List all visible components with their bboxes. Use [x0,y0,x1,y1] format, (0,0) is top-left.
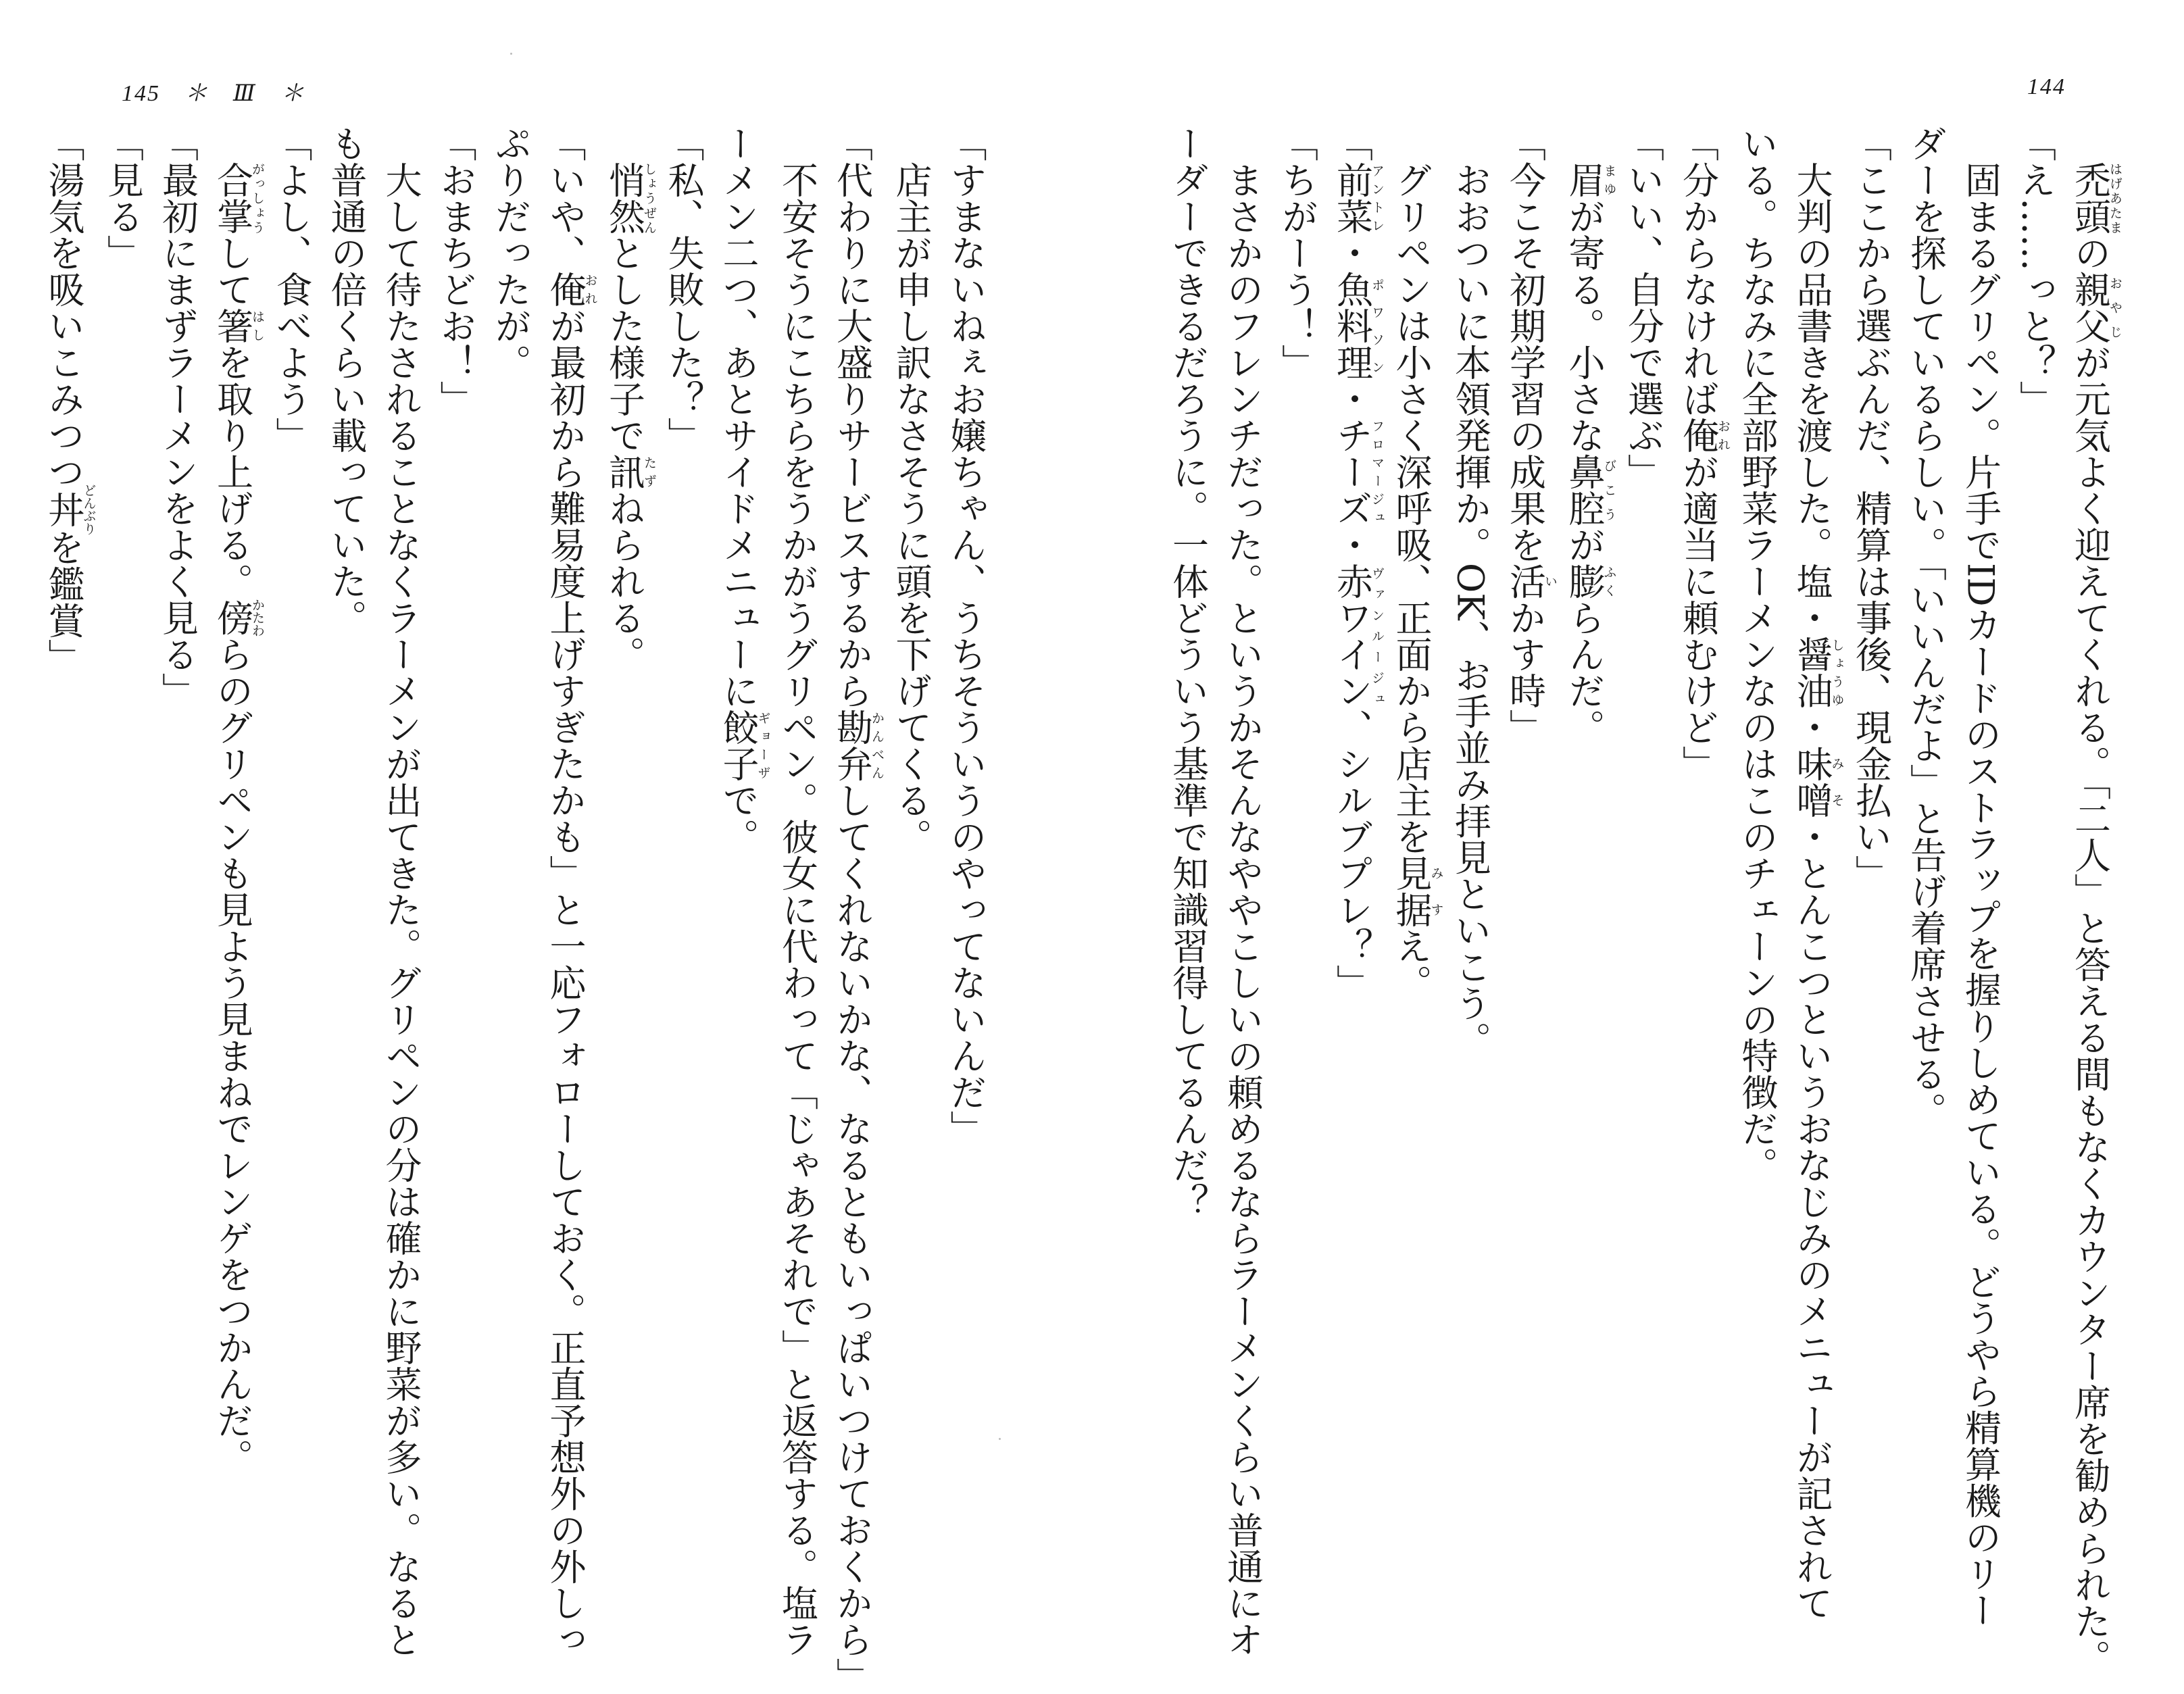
furigana-word [1563,563,1617,599]
text-run: 大して待たされることなくラーメンが出てきた。グリペンの分は確かに野菜が多い。なると [380,125,422,1658]
text-line [1325,125,1385,1517]
ruby-base: 餃子 [717,709,760,782]
text-line [711,125,770,1517]
furigana-word [603,453,657,490]
furigana-word [717,709,771,782]
text-run [603,125,646,161]
text-line [770,125,825,1658]
text-run: 「見る」 [101,125,145,271]
paper-speck [510,53,512,55]
ruby-reading: フロマージュ [1370,417,1385,526]
ruby-base: 見据 [1390,855,1433,928]
ruby-base: 合掌 [211,161,254,234]
text-line [36,125,96,1517]
text-run: も普通の倍くらい載っていた。 [325,125,368,636]
text-run: ・ [1331,234,1374,271]
furigana-word [1791,745,1845,818]
ruby-reading: アントレ [1370,161,1385,234]
text-run: で。 [717,782,760,855]
furigana-word [1331,563,1385,709]
text-run: グリペンは小さく深呼吸、正面から店主を [1390,125,1433,855]
text-run: 「ちがーう！」 [1276,125,1319,380]
text-run: とした様子で [603,234,646,453]
text-run: が最初から難易度上げすぎたかも」と一応フォローしておく。正直予想外の外しっ [544,307,587,1658]
text-line [264,125,319,1517]
text-line [1498,125,1558,1517]
text-line [1384,125,1443,1517]
text-run [1563,125,1606,161]
furigana-word [1390,855,1444,928]
text-run: ・とんこつというおなじみのメニューが記されて [1791,818,1833,1621]
furigana-word [1504,563,1558,599]
ruby-base: 膨 [1563,563,1606,599]
ruby-base: 醤油 [1791,636,1833,709]
text-line [1161,125,1216,1517]
text-run: 「よし、食べよう」 [270,125,313,453]
text-run: 「 [1331,125,1374,161]
furigana-word [1331,161,1385,234]
ruby-reading: ポワソン [1370,271,1385,380]
text-line [483,125,538,1517]
text-run: が [1563,526,1606,563]
ruby-reading: はげあたま [2108,161,2123,234]
text-run: え。 [1390,928,1433,1001]
furigana-word [603,161,657,234]
ruby-base: 勘弁 [830,709,874,782]
ruby-reading: がっしょう [250,161,265,234]
text-run: を鑑賞」 [43,529,85,675]
text-run: 不安そうにこちらをうかがうグリペン。彼女に代わって「じゃあそれで」と返答する。塩ラ [776,125,819,1658]
ruby-base: 前菜 [1331,161,1374,234]
furigana-word [2068,161,2123,234]
text-run: 大判の品書きを渡した。塩・ [1791,125,1833,636]
text-line [939,125,993,1517]
ruby-reading: ギョーザ [755,709,771,782]
text-line [538,125,598,1658]
furigana-word [211,598,265,637]
ruby-base: 味噌 [1791,745,1833,818]
furigana-word [2068,271,2123,344]
ruby-reading: おやじ [2108,271,2123,344]
text-run: 固まるグリペン。片手でIDカードのストラップを握りしめている。どうやら精算機のリー [1959,125,2002,1628]
text-line [1671,125,1731,1517]
text-run: まさかのフレンチだった。というかそんなややこしいの頼めるならラーメンくらい普通にオ [1221,125,1264,1658]
text-line [2063,125,2123,1676]
furigana-word [1677,417,1731,453]
furigana-word [211,307,265,344]
text-run: ダーを探しているらしい。「いいんだよ」と告げ着席させる。 [1904,125,1947,1128]
text-run: して [211,234,254,307]
ruby-base: 傍 [211,598,254,637]
text-run: 「湯気を吸いこみつつ [43,125,85,490]
text-run: が元気よく迎えてくれる。「二人」と答える間もなくカウンター席を勧められた。 [2068,344,2112,1676]
ruby-base: 箸 [211,307,254,344]
ruby-base: 眉 [1563,161,1606,198]
ruby-base: 活 [1504,563,1547,599]
ruby-base: 俺 [544,271,587,307]
text-line [1899,125,1954,1517]
text-run: ・ [1331,526,1374,563]
ruby-reading: しょうぜん [642,161,657,234]
text-line [825,125,885,1694]
text-line [656,125,711,1517]
text-run: おおついに本領発揮か。OK、お手並み拝見といこう。 [1449,125,1492,1058]
ruby-base: 俺 [1677,417,1720,453]
furigana-word [830,709,885,782]
text-run: ぷりだったが。 [489,125,532,380]
text-run: が適当に頼むけど」 [1677,453,1720,782]
text-run [2069,125,2112,161]
ruby-reading: びこう [1602,453,1617,526]
furigana-word [544,271,598,307]
text-line [428,125,483,1517]
text-run: ねられる。 [603,490,646,672]
text-line [1785,125,1845,1621]
text-line [1216,125,1270,1658]
ruby-reading: どんぶり [81,484,97,535]
text-line [1954,125,2008,1628]
text-run: してくれないかな、なるともいっぱいつけておくから」 [830,782,874,1694]
text-line [1730,125,1785,1517]
furigana-word [1791,636,1845,709]
ruby-base: 訊 [603,453,646,490]
right-page-text [1166,125,2123,1676]
text-line [1557,125,1616,1517]
ruby-base: 悄然 [603,161,646,234]
text-line [2008,125,2063,1517]
text-run: ・ [1331,380,1374,417]
ruby-reading: しょうゆ [1829,636,1845,709]
text-line [884,125,939,1517]
text-run: 「いい、自分で選ぶ」 [1622,125,1665,490]
furigana-word [1331,417,1385,526]
text-run: の [2068,234,2112,271]
ruby-reading: かんべん [870,709,885,782]
text-run: 「おまちどお！」 [435,125,477,417]
text-run: いる。ちなみに全部野菜ラーメンなのはこのチェーンの特徴だ。 [1736,125,1779,1183]
ruby-reading: い [1543,563,1558,599]
text-run: 「分からなければ [1677,125,1720,417]
text-line [1844,125,1899,1517]
text-line [319,125,374,1517]
text-run: ・ [1791,709,1833,745]
left-page-folio: 145 ＊ Ⅲ ＊ [122,81,305,106]
furigana-word [1563,161,1617,198]
ruby-base: チーズ [1331,417,1374,526]
ruby-base: 禿頭 [2068,161,2112,234]
ruby-reading: はし [250,307,265,344]
text-run: 「私、失敗した？」 [662,125,705,453]
ruby-reading: おれ [1716,417,1731,453]
furigana-word [43,484,97,535]
text-line [151,125,205,1517]
furigana-word [1563,453,1617,526]
text-run: 「すまないねぇお嬢ちゃん、うちそういうのやってないんだ」 [945,125,987,1147]
text-line [1616,125,1671,1517]
text-run: ーダーできるだろうに。一体どういう基準で知識習得してるんだ？ [1166,125,1210,1220]
ruby-base: 魚料理 [1331,271,1374,380]
text-run: 「ここから選ぶんだ、精算は事後、現金払い」 [1850,125,1893,891]
text-run: ーメン二つ、あとサイドメニューに [717,125,760,709]
text-line [597,125,657,1517]
text-run: 、シルブプレ？」 [1331,709,1374,1001]
text-run: 「最初にまずラーメンをよく見る」 [156,125,199,709]
text-run: 「いや、 [544,125,587,271]
ruby-reading: みす [1429,855,1444,928]
text-run: らんだ。 [1563,599,1606,745]
paper-speck [999,1438,1001,1440]
text-line [374,125,428,1658]
text-run [212,125,254,161]
text-run: 「代わりに大盛りサービスするから [830,125,874,709]
text-run: かす時」 [1504,599,1547,745]
left-page-text [43,125,993,1694]
text-run: 店主が申し訳なさそうに頭を下げてくる。 [890,125,933,855]
text-run: 「え……っと？」 [2014,125,2057,417]
right-page-folio: 144 [2027,74,2066,99]
ruby-reading: ヴァンルージュ [1370,563,1385,709]
text-run: 「今こそ初期学習の成果を [1504,125,1547,563]
text-line [1270,125,1325,1517]
ruby-base: 親父 [2068,271,2112,344]
ruby-reading: まゆ [1602,161,1617,198]
ruby-reading: かたわ [250,598,265,637]
ruby-reading: たず [642,453,657,490]
furigana-word [1331,271,1385,380]
ruby-reading: みそ [1829,745,1845,818]
text-run: を取り上げる。 [211,344,254,599]
text-line [1443,125,1498,1517]
text-line [96,125,151,1517]
ruby-reading: おれ [582,271,598,307]
furigana-word [211,161,265,234]
ruby-base: 丼 [43,484,85,535]
text-run: らのグリペンも見よう見まねでレンゲをつかんだ。 [211,636,254,1475]
text-line [205,125,265,1517]
ruby-base: 鼻腔 [1563,453,1606,526]
ruby-base: 赤ワイン [1331,563,1374,709]
text-run: が寄る。小さな [1563,198,1606,453]
ruby-reading: ふく [1602,563,1617,599]
